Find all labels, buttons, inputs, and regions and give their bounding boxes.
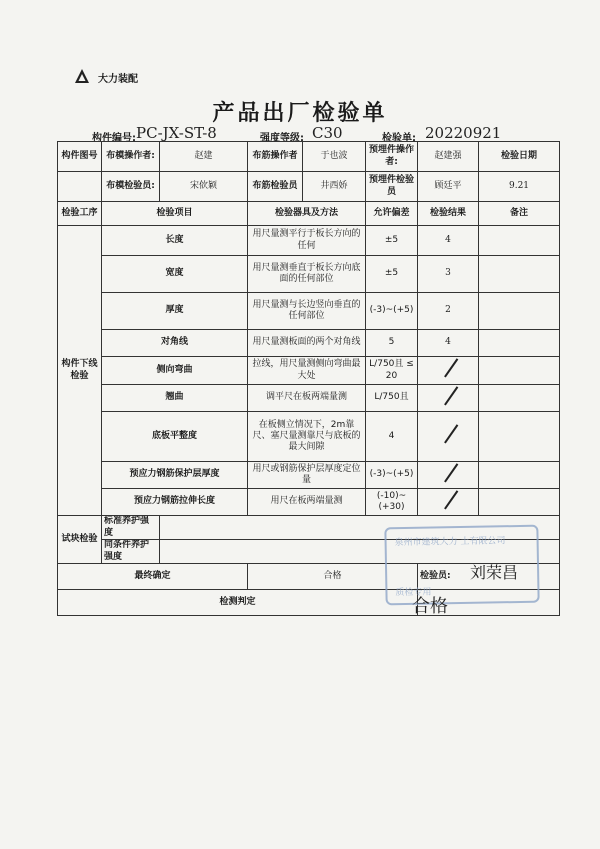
component-no-label: 构件编号:: [92, 133, 136, 144]
inspector-signature: 刘荣昌: [470, 563, 519, 582]
row-method: 拉线，用尺量测侧向弯曲最大处: [248, 357, 366, 385]
stamp-line-1: 泉州市建筑大力 土有限公司: [394, 536, 506, 549]
row-result: 2: [418, 293, 479, 330]
row-note: [479, 412, 560, 462]
row-result: [418, 412, 479, 462]
component-no-value: PC-JX-ST-8: [136, 124, 217, 142]
row-tolerance: (-10)~(+30): [366, 489, 418, 516]
formwork-operator-sign: 赵建: [160, 142, 248, 172]
row-result: 4: [418, 330, 479, 357]
formwork-inspector-sign: 宋佽颖: [160, 172, 248, 202]
col-note-header: 备注: [479, 202, 560, 226]
row-method: 用尺或钢筋保护层厚度定位量: [248, 462, 366, 489]
section-a-label: 构件下线检验: [58, 226, 102, 516]
strength-label: 强度等级:: [260, 133, 304, 144]
row-method: 用尺在板两端量测: [248, 489, 366, 516]
stroke-mark-icon: [438, 464, 458, 482]
inspector-label: 检验员:: [418, 564, 560, 590]
row-tolerance: ±5: [366, 256, 418, 293]
row-item: 翘曲: [102, 385, 248, 412]
row-result: 4: [418, 226, 479, 256]
drawing-no-value: [58, 172, 102, 202]
row-tolerance: L/750且 ≤ 20: [366, 357, 418, 385]
row-item: 预应力钢筋保护层厚度: [102, 462, 248, 489]
judgement-value: 合格: [412, 596, 448, 617]
row-item: 底板平整度: [102, 412, 248, 462]
embed-inspector-label: 预埋件检验员: [366, 172, 418, 202]
row-tolerance: 5: [366, 330, 418, 357]
row-method: 用尺量测平行于板长方向的任何: [248, 226, 366, 256]
table-row: [58, 462, 560, 489]
table-row: [58, 256, 560, 293]
inspection-date-value: 9.21: [479, 172, 560, 202]
row-item: 厚度: [102, 293, 248, 330]
row-note: [479, 293, 560, 330]
judgement-label: 检测判定: [58, 590, 418, 616]
row-item: 长度: [102, 226, 248, 256]
table-row: [58, 330, 560, 357]
row-item: 预应力钢筋拉伸长度: [102, 489, 248, 516]
row-note: [479, 489, 560, 516]
row-note: [479, 385, 560, 412]
rebar-operator-label: 布筋操作者: [248, 142, 303, 172]
rebar-operator-sign: 于也波: [303, 142, 366, 172]
embed-operator-label: 预埋件操作者:: [366, 142, 418, 172]
inspection-date-label: 检验日期: [479, 142, 560, 172]
row-method: 用尺量测垂直于板长方向底面的任何部位: [248, 256, 366, 293]
col-item-header: 检验项目: [102, 202, 248, 226]
table-row: [58, 226, 560, 256]
formwork-operator-label: 布模操作者:: [102, 142, 160, 172]
row-note: [479, 357, 560, 385]
row-result: [418, 462, 479, 489]
row-tolerance: (-3)~(+5): [366, 293, 418, 330]
row-item: 对角线: [102, 330, 248, 357]
stroke-mark-icon: [438, 387, 458, 405]
rebar-inspector-sign: 井西娇: [303, 172, 366, 202]
stamp-line-2: 质检专用: [395, 587, 432, 599]
row-note: [479, 330, 560, 357]
company-logo-icon: [74, 68, 90, 84]
table-row: [58, 385, 560, 412]
table-row: [58, 489, 560, 516]
page-title: 产品出厂检验单: [212, 101, 388, 126]
stroke-mark-icon: [438, 425, 458, 443]
inspection-no-value: 20220921: [425, 124, 502, 142]
col-result-header: 检验结果: [418, 202, 479, 226]
row-note: [479, 256, 560, 293]
embed-inspector-sign: 顾廷平: [418, 172, 479, 202]
row-item: 侧向弯曲: [102, 357, 248, 385]
row-result: 3: [418, 256, 479, 293]
table-row: [58, 357, 560, 385]
col-method-header: 检验器具及方法: [248, 202, 366, 226]
row-item: 宽度: [102, 256, 248, 293]
block-row-label: 同条件养护强度: [102, 540, 160, 564]
rebar-inspector-label: 布筋检验员: [248, 172, 303, 202]
strength-value: C30: [312, 124, 343, 142]
inspection-no-label: 检验单:: [382, 133, 416, 144]
company-name: 大力装配: [98, 74, 138, 85]
row-note: [479, 462, 560, 489]
table-row: [58, 412, 560, 462]
drawing-no-label: 构件图号: [58, 142, 102, 172]
row-tolerance: ±5: [366, 226, 418, 256]
row-tolerance: 4: [366, 412, 418, 462]
table-row: [58, 293, 560, 330]
row-method: 用尺量测板面的两个对角线: [248, 330, 366, 357]
row-tolerance: (-3)~(+5): [366, 462, 418, 489]
final-label: 最终确定: [58, 564, 248, 590]
row-note: [479, 226, 560, 256]
stroke-mark-icon: [438, 359, 458, 377]
section-b-label: 试块检验: [58, 516, 102, 564]
formwork-inspector-label: 布模检验员:: [102, 172, 160, 202]
row-result: [418, 357, 479, 385]
col-tolerance-header: 允许偏差: [366, 202, 418, 226]
stroke-mark-icon: [438, 491, 458, 509]
row-tolerance: L/750且: [366, 385, 418, 412]
row-result: [418, 385, 479, 412]
row-result: [418, 489, 479, 516]
final-value: 合格: [248, 564, 418, 590]
block-row-label: 标准养护强度: [102, 516, 160, 540]
embed-operator-sign: 赵建强: [418, 142, 479, 172]
col-process-header: 检验工序: [58, 202, 102, 226]
row-method: 调平尺在板两端量测: [248, 385, 366, 412]
row-method: 在板侧立情况下，2m靠尺、塞尺量测靠尺与底板的最大间隙: [248, 412, 366, 462]
row-method: 用尺量测与长边竖向垂直的任何部位: [248, 293, 366, 330]
